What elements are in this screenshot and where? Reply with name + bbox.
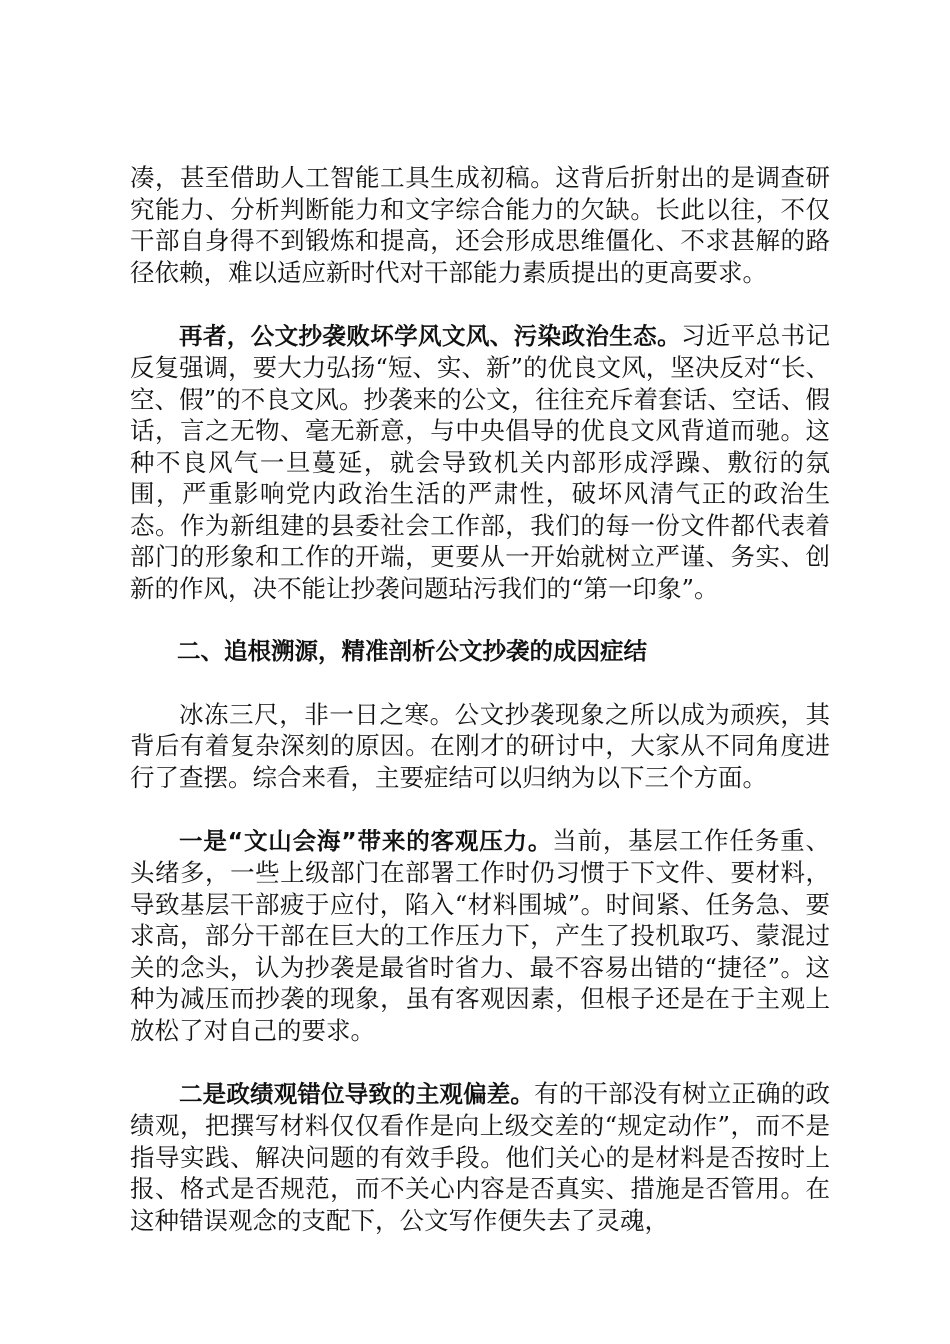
paragraph-lead: 一是“文山会海”带来的客观压力。 — [179, 826, 553, 855]
paragraph-continuation — [130, 162, 830, 288]
section-heading: 二、追根溯源，精准剖析公文抄袭的成因症结 — [177, 636, 647, 665]
paragraph-text: 有的干部没有树立正确的政绩观，把撰写材料仅仅看作是向上级交差的“规定动作”，而不是指导实践、解决问题的有效手段。他们关心的是材料是否按时上报、格式是否规范，而不关心内容是否真实、措施是否管用。在这种错误观念的支配下，公文写作便失去了灵魂， — [130, 1078, 831, 1235]
paragraph-text: 习近平总书记反复强调，要大力弘扬“短、实、新”的优良文风，坚决反对“长、空、假”的不良文风。抄袭来的公文，往往充斥着套话、空话、假话，言之无物、毫无新意，与中央倡导的优良文风背道而驰。这种不良风气一旦蔓延，就会导致机关内部形成浮躁、敷衍的氛围，严重影响党内政治生活的严肃性，破坏风清气正的政治生态。作为新组建的县委社会工作部，我们的每一份文件都代表着部门的形象和工作的开端，更要从一开始就树立严谨、务实、创新的作风，决不能让抄袭问题玷污我们的“第一印象”。 — [130, 320, 831, 603]
document-body — [130, 162, 830, 1268]
paragraph-lead: 再者，公文抄袭败坏学风文风、污染政治生态。 — [179, 321, 681, 350]
paragraph-text: 当前，基层工作任务重、头绪多，一些上级部门在部署工作时仍习惯于下文件、要材料，导致基层干部疲于应付，陷入“材料围城”。时间紧、任务急、要求高，部分干部在巨大的工作压力下，产生了投机取巧、蒙混过关的念头，认为抄袭是最省时省力、最不容易出错的“捷径”。这种为减压而抄袭的现象，虽有客观因素，但根子还是在于主观上放松了对自己的要求。 — [130, 825, 830, 1045]
paragraph-text: 冰冻三尺，非一日之寒。公文抄袭现象之所以成为顽疾，其背后有着复杂深刻的原因。在刚才的研讨中，大家从不同角度进行了查摆。综合来看，主要症结可以归纳为以下三个方面。 — [130, 699, 830, 792]
paragraph-cause-one — [130, 825, 830, 1047]
paragraph-text: 凑，甚至借助人工智能工具生成初稿。这背后折射出的是调查研究能力、分析判断能力和文字综合能力的欠缺。长此以往，不仅干部自身得不到锻炼和提高，还会形成思维僵化、不求甚解的路径依赖，难以适应新时代对干部能力素质提出的更高要求。 — [130, 163, 830, 287]
paragraph-intro — [130, 699, 830, 794]
paragraph-furthermore — [130, 320, 830, 605]
paragraph-lead: 二是政绩观错位导致的主观偏差。 — [179, 1079, 535, 1108]
paragraph-cause-two — [130, 1078, 830, 1237]
